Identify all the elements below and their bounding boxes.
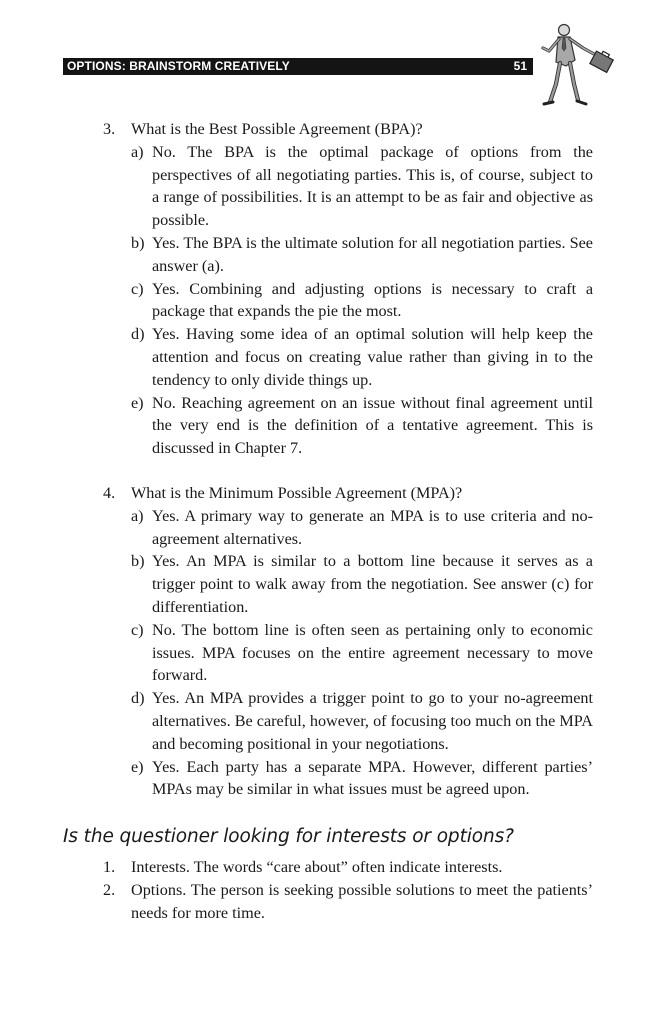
answer-letter: c) (131, 620, 144, 639)
running-header (63, 58, 533, 75)
question-text: What is the Minimum Possible Agreement (MPA)? (131, 483, 463, 502)
answer-item (131, 232, 593, 278)
answer-text: Yes. The BPA is the ultimate solution for all negotiation parties. See answer (a). (152, 233, 593, 275)
answer-item (131, 619, 593, 687)
answer-text: No. The BPA is the optimal package of options from the perspectives of all negotiating parties. This is, of course, subject to a range of possibilities. It is an attempt to be as fair and objective as possible. (152, 142, 593, 230)
question-number: 3. (103, 120, 116, 138)
answer-item (131, 687, 593, 755)
answer-item (131, 141, 593, 232)
answer-letter: a) (131, 142, 144, 161)
list-item-number: 2. (103, 880, 116, 899)
answer-item (131, 278, 593, 324)
section-heading: Is the questioner looking for interests or options? (63, 826, 514, 848)
answer-item (131, 550, 593, 618)
answer-letter: d) (131, 325, 145, 344)
answer-text: Yes. An MPA provides a trigger point to go to your no-agreement alternatives. Be careful, however, of focusing too much on the MPA and becoming positional in your negotiations. (152, 689, 593, 753)
answer-text: Yes. A primary way to generate an MPA is to use criteria and no-agreement alternatives. (152, 506, 593, 548)
page-body (0, 118, 649, 925)
list-item-text: Interests. The words “care about” often indicate interests. (131, 858, 503, 877)
answer-item (131, 756, 593, 802)
answer-item (131, 505, 593, 551)
list-item (103, 856, 593, 879)
running-header-title: OPTIONS: BRAINSTORM CREATIVELY (67, 59, 290, 73)
question-text: What is the Best Possible Agreement (BPA)? (131, 120, 423, 138)
answer-text: Yes. Each party has a separate MPA. However, different parties’ MPAs may be similar in what issues must be agreed upon. (152, 757, 593, 799)
answer-text: No. The bottom line is often seen as pertaining only to economic issues. MPA focuses on the entire agreement necessary to move forward. (152, 620, 593, 685)
list-item (103, 879, 593, 925)
answer-text: Yes. An MPA is similar to a bottom line because it serves as a trigger point to walk away from the negotiation. See answer (c) for differentiation. (152, 552, 593, 616)
answer-letter: b) (131, 552, 145, 571)
answer-letter: b) (131, 233, 145, 252)
list-item-text: Options. The person is seeking possible solutions to meet the patients’ needs for more time. (131, 880, 593, 922)
answer-letter: c) (131, 279, 144, 298)
answer-item (131, 392, 593, 460)
question-3 (103, 118, 593, 141)
answer-text: No. Reaching agreement on an issue without final agreement until the very end is the definition of a tentative agreement. This is discussed in Chapter 7. (152, 393, 593, 458)
answer-text: Yes. Combining and adjusting options is necessary to craft a package that expands the pie the most. (152, 279, 593, 321)
page-number: 51 (513, 59, 527, 73)
question-number: 4. (103, 483, 116, 502)
spacer (0, 460, 649, 482)
answer-letter: d) (131, 689, 145, 708)
answer-letter: e) (131, 757, 144, 776)
businessman-with-briefcase-icon (534, 18, 614, 110)
list-item-number: 1. (103, 858, 116, 877)
answer-letter: a) (131, 506, 144, 525)
question-4 (103, 482, 593, 505)
answer-letter: e) (131, 393, 144, 412)
answer-text: Yes. Having some idea of an optimal solution will help keep the attention and focus on creating value rather than giving in to the tendency to only divide things up. (152, 325, 593, 389)
answer-item (131, 323, 593, 391)
